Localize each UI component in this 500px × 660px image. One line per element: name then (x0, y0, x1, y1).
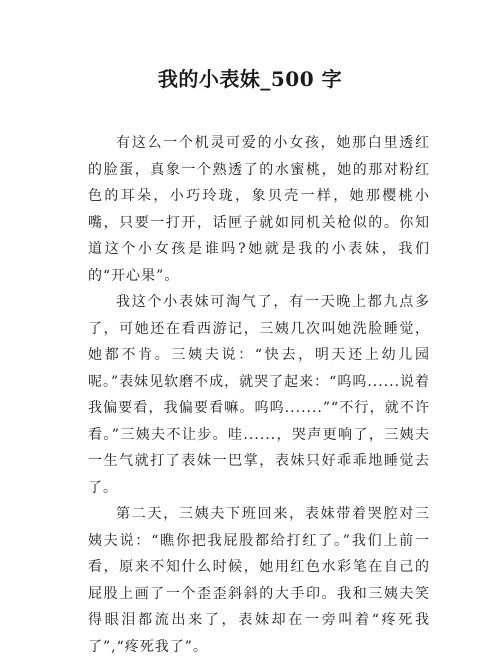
paragraph-3: 第二天，三姨夫下班回来，表妹带着哭腔对三姨夫说：“瞧你把我屁股都给打红了。”我们上前一看，原来不知什么时候，她用红色水彩笔在自己的屁股上画了一个歪歪斜斜的大手印。我和三姨夫笑得眼泪都流出来了，表妹却在一旁叫着“疼死我了”,“疼死我了”。 (88, 506, 430, 655)
paragraph-2: 我这个小表妹可淘气了，有一天晚上都九点多了，可她还在看西游记，三姨几次叫她洗脸睡觉，她都不肯。三姨夫说：“快去，明天还上幼儿园呢。”表妹见软磨不成，就哭了起来：“呜呜......说着我偏要看，我偏要看嘛。呜呜.......”“不行，就不许看。”三姨夫不让步。哇......，哭声更响了，三姨夫一生气就打了表妹一巴掌，表妹只好乖乖地睡觉去了。 (88, 294, 431, 496)
paragraph-1: 有这么一个机灵可爱的小女孩，她那白里透红的脸蛋，真象一个熟透了的水蜜桃，她的那对粉红色的耳朵，小巧玲珑，象贝壳一样，她那樱桃小嘴，只要一打开，话匣子就如同机关枪似的。你知道这个小女孩是谁吗?她就是我的小表妹，我们的“开心果”。 (88, 135, 430, 284)
document-body (88, 130, 430, 660)
document-title: 我的小表妹_500 字 (157, 67, 343, 91)
